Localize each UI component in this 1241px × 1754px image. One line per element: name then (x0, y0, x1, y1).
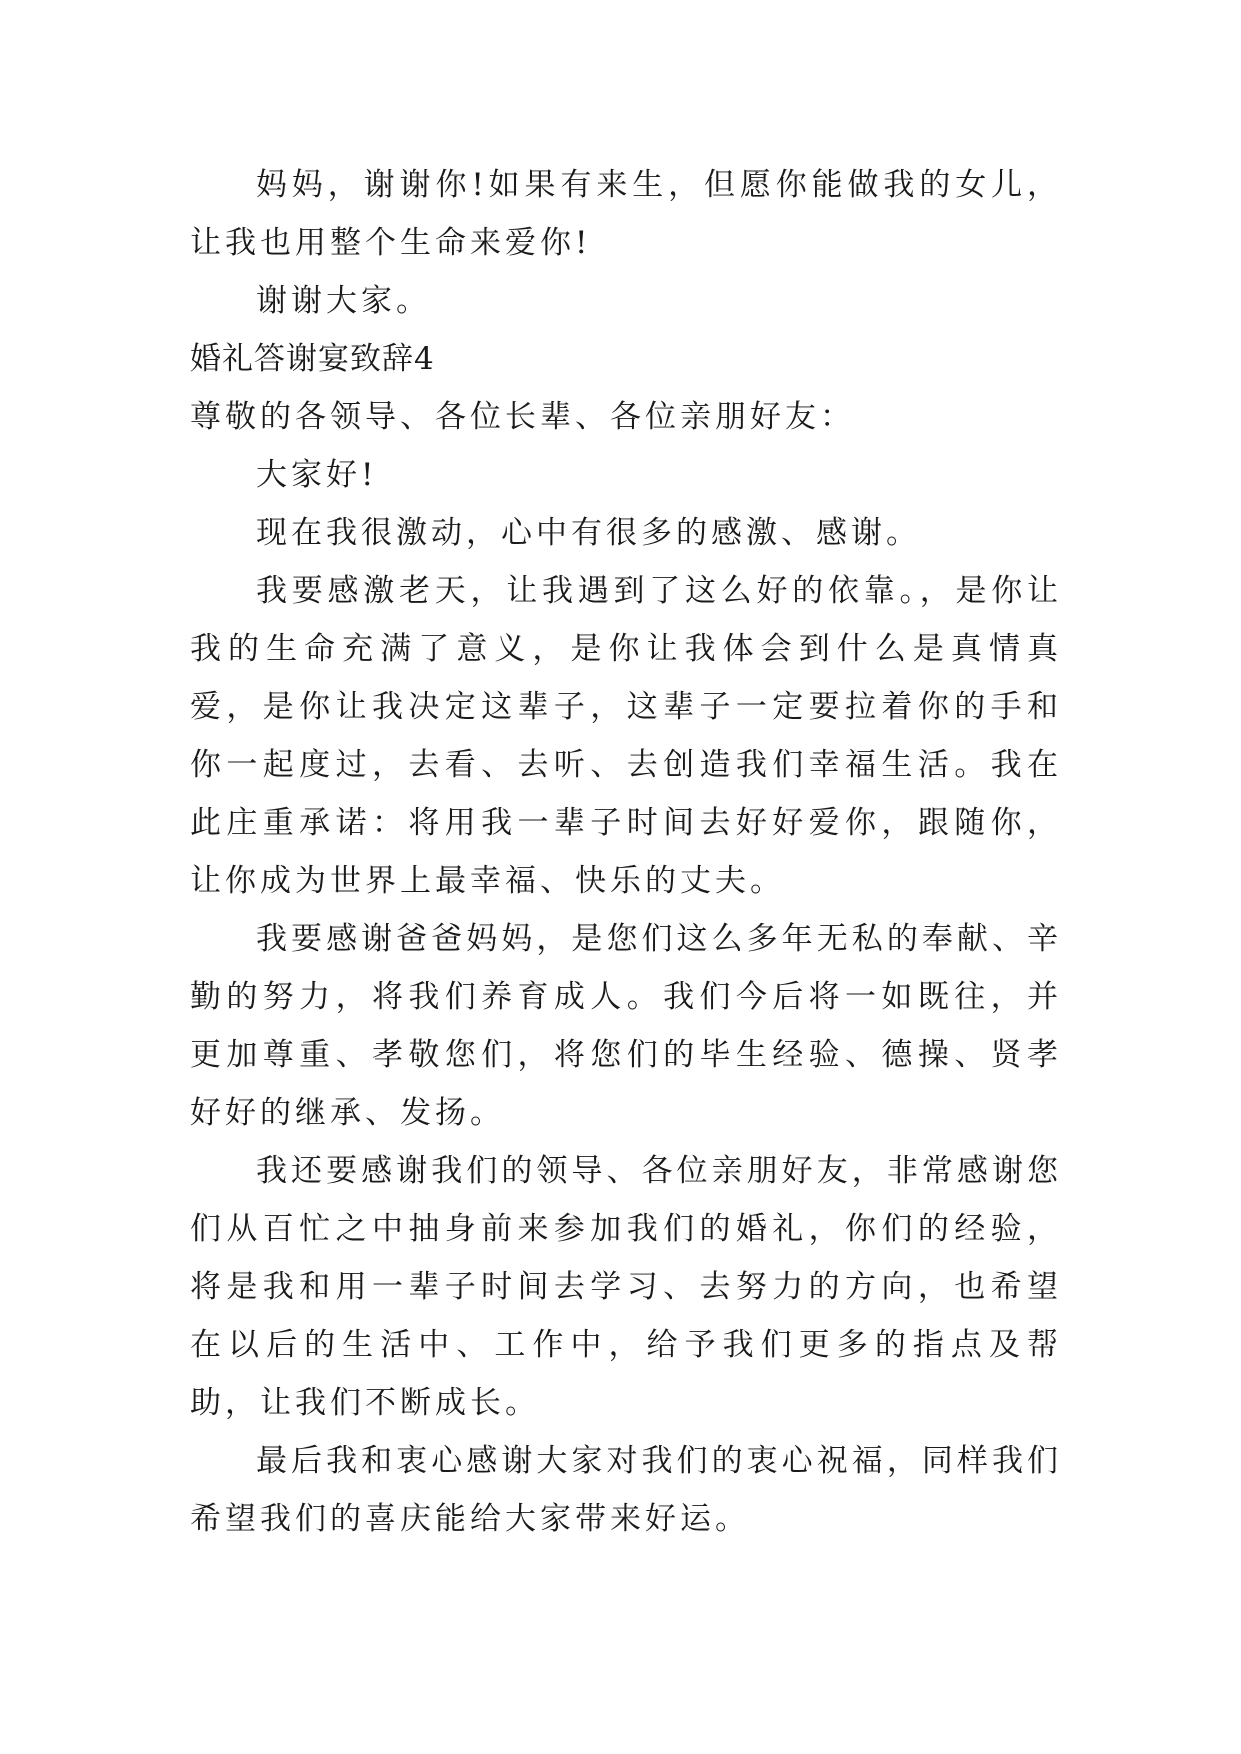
paragraph-thank-everyone: 谢谢大家。 (256, 283, 431, 319)
paragraph-thanks-parents: 我要感谢爸爸妈妈，是您们这么多年无私的奉献、辛勤的努力，将我们养育成人。我们今后将一如既往，并更加尊重、孝敬您们，将您们的毕生经验、德操、贤孝好好的继承、发扬。 (190, 921, 1062, 1131)
salutation: 尊敬的各领导、各位长辈、各位亲朋好友： (190, 399, 855, 435)
paragraph-thanks-guests: 我还要感谢我们的领导、各位亲朋好友，非常感谢您们从百忙之中抽身前来参加我们的婚礼，你们的经验，将是我和用一辈子时间去学习、去努力的方向，也希望在以后的生活中、工作中，给予我们更多的指点及帮助，让我们不断成长。 (190, 1153, 1062, 1421)
section-heading: 婚礼答谢宴致辞4 (190, 341, 435, 377)
paragraph-thanks-heaven: 我要感激老天，让我遇到了这么好的依靠。，是你让我的生命充满了意义，是你让我体会到什么是真情真爱，是你让我决定这辈子，这辈子一定要拉着你的手和你一起度过，去看、去听、去创造我们幸福生活。我在此庄重承诺：将用我一辈子时间去好好爱你，跟随你，让你成为世界上最幸福、快乐的丈夫。 (190, 573, 1062, 899)
paragraph-closing-thanks-mother: 妈妈，谢谢你!如果有来生，但愿你能做我的女儿，让我也用整个生命来爱你! (190, 167, 1062, 261)
paragraph-greeting: 大家好! (256, 457, 378, 493)
document-body (190, 156, 1062, 1548)
paragraph-emotion: 现在我很激动，心中有很多的感激、感谢。 (256, 515, 921, 551)
paragraph-final-wishes: 最后我和衷心感谢大家对我们的衷心祝福，同样我们希望我们的喜庆能给大家带来好运。 (190, 1443, 1062, 1537)
